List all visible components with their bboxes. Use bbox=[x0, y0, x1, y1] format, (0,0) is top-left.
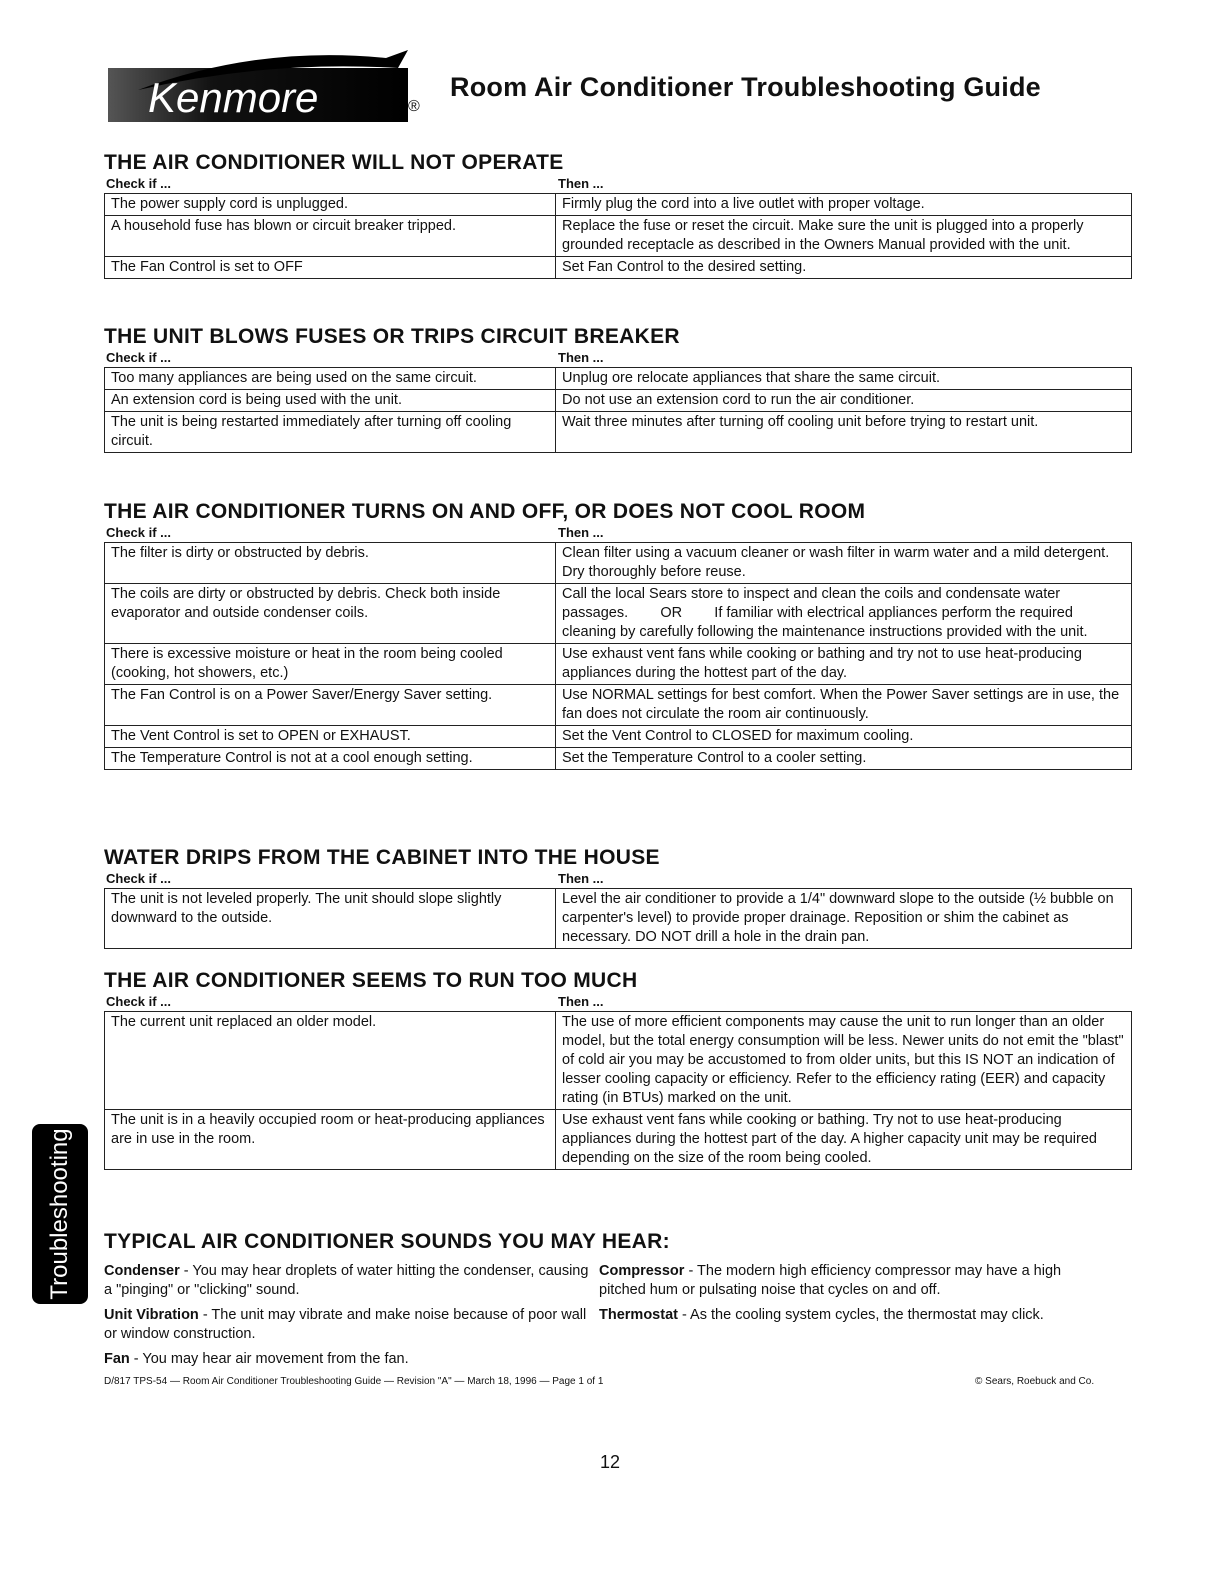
sound-term: Fan bbox=[104, 1351, 130, 1367]
section-title: THE UNIT BLOWS FUSES OR TRIPS CIRCUIT BREAKER bbox=[104, 325, 680, 348]
then-header: Then ... bbox=[558, 525, 604, 540]
sound-term: Thermostat bbox=[599, 1307, 678, 1323]
then-header: Then ... bbox=[558, 350, 604, 365]
table-row bbox=[105, 726, 1132, 748]
check-header: Check if ... bbox=[106, 176, 172, 191]
check-cell: The Temperature Control is not at a cool enough setting. bbox=[105, 748, 556, 770]
section-title: THE AIR CONDITIONER WILL NOT OPERATE bbox=[104, 151, 564, 174]
sound-term: Unit Vibration bbox=[104, 1307, 199, 1323]
table-row bbox=[105, 889, 1132, 949]
check-cell: An extension cord is being used with the unit. bbox=[105, 390, 556, 412]
sound-item bbox=[104, 1262, 599, 1300]
section-title: THE AIR CONDITIONER TURNS ON AND OFF, OR DOES NOT COOL ROOM bbox=[104, 500, 866, 523]
table-row bbox=[105, 644, 1132, 685]
then-cell: Wait three minutes after turning off cooling unit before trying to restart unit. bbox=[556, 412, 1132, 453]
footer-copyright: © Sears, Roebuck and Co. bbox=[975, 1376, 1095, 1387]
sound-desc: - As the cooling system cycles, the thermostat may click. bbox=[677, 1307, 1044, 1323]
troubleshooting-table bbox=[104, 193, 1132, 279]
section-will-not-operate bbox=[104, 150, 1134, 279]
check-cell: The unit is being restarted immediately after turning off cooling circuit. bbox=[105, 412, 556, 453]
troubleshooting-table bbox=[104, 542, 1132, 770]
section-title: THE AIR CONDITIONER SEEMS TO RUN TOO MUCH bbox=[104, 969, 638, 992]
check-header: Check if ... bbox=[106, 994, 172, 1009]
check-cell: The power supply cord is unplugged. bbox=[105, 194, 556, 216]
sounds-left-column bbox=[104, 1262, 599, 1375]
sound-desc: - The unit may vibrate and make noise because of poor wall or window construction. bbox=[104, 1307, 587, 1342]
sound-item bbox=[599, 1262, 1094, 1300]
sound-desc: - You may hear droplets of water hitting the condenser, causing a "pinging" or "clicking" sound. bbox=[104, 1263, 589, 1298]
check-cell: Too many appliances are being used on the same circuit. bbox=[105, 368, 556, 390]
sound-term: Condenser bbox=[104, 1263, 180, 1279]
check-cell: The unit is in a heavily occupied room or heat-producing appliances are in use in the room. bbox=[105, 1110, 556, 1170]
check-header: Check if ... bbox=[106, 350, 172, 365]
then-cell: Level the air conditioner to provide a 1/4" downward slope to the outside (½ bubble on carpenter's level) to provide proper drainage. Reposition or shim the cabinet as necessary. DO NOT drill a hole in the drain pan. bbox=[556, 889, 1132, 949]
sound-term: Compressor bbox=[599, 1263, 685, 1279]
table-row bbox=[105, 1012, 1132, 1110]
typical-sounds-section bbox=[104, 1230, 1134, 1375]
section-runs-too-much bbox=[104, 968, 1134, 1170]
check-header: Check if ... bbox=[106, 525, 172, 540]
then-cell: Set the Vent Control to CLOSED for maximum cooling. bbox=[556, 726, 1132, 748]
sound-item bbox=[599, 1306, 1094, 1325]
side-tab-label: Troubleshooting bbox=[46, 1128, 73, 1300]
sound-desc: - The modern high efficiency compressor may have a high pitched hum or pulsating noise that cycles on and off. bbox=[599, 1263, 1062, 1298]
troubleshooting-table bbox=[104, 888, 1132, 949]
sounds-right-column bbox=[599, 1262, 1094, 1375]
table-row bbox=[105, 390, 1132, 412]
section-water-drips bbox=[104, 845, 1134, 949]
check-cell: There is excessive moisture or heat in the room being cooled (cooking, hot showers, etc.) bbox=[105, 644, 556, 685]
section-turns-on-and-off bbox=[104, 499, 1134, 770]
table-row bbox=[105, 368, 1132, 390]
troubleshooting-side-tab bbox=[32, 1124, 88, 1304]
table-row bbox=[105, 1110, 1132, 1170]
registered-mark: ® bbox=[408, 98, 420, 115]
then-cell: Set Fan Control to the desired setting. bbox=[556, 257, 1132, 279]
table-row bbox=[105, 584, 1132, 644]
check-cell: The Fan Control is set to OFF bbox=[105, 257, 556, 279]
table-row bbox=[105, 685, 1132, 726]
sound-item bbox=[104, 1350, 599, 1369]
check-header: Check if ... bbox=[106, 871, 172, 886]
then-cell: Firmly plug the cord into a live outlet with proper voltage. bbox=[556, 194, 1132, 216]
check-cell: The current unit replaced an older model. bbox=[105, 1012, 556, 1110]
section-title: WATER DRIPS FROM THE CABINET INTO THE HOUSE bbox=[104, 846, 660, 869]
sounds-title: TYPICAL AIR CONDITIONER SOUNDS YOU MAY HEAR: bbox=[104, 1230, 670, 1253]
then-header: Then ... bbox=[558, 176, 604, 191]
then-cell: Clean filter using a vacuum cleaner or wash filter in warm water and a mild detergent. Dry thoroughly before reuse. bbox=[556, 543, 1132, 584]
check-cell: A household fuse has blown or circuit breaker tripped. bbox=[105, 216, 556, 257]
brand-text: Kenmore bbox=[148, 74, 319, 121]
kenmore-logo bbox=[108, 50, 426, 122]
table-row bbox=[105, 257, 1132, 279]
check-cell: The Fan Control is on a Power Saver/Energy Saver setting. bbox=[105, 685, 556, 726]
page-number: 12 bbox=[600, 1452, 621, 1472]
check-cell: The filter is dirty or obstructed by debris. bbox=[105, 543, 556, 584]
then-cell: Set the Temperature Control to a cooler setting. bbox=[556, 748, 1132, 770]
document-title: Room Air Conditioner Troubleshooting Guide bbox=[450, 72, 1041, 102]
check-cell: The coils are dirty or obstructed by debris. Check both inside evaporator and outside condenser coils. bbox=[105, 584, 556, 644]
table-row bbox=[105, 194, 1132, 216]
then-cell: Use exhaust vent fans while cooking or bathing and try not to use heat-producing appliances during the hottest part of the day. bbox=[556, 644, 1132, 685]
sound-desc: - You may hear air movement from the fan. bbox=[129, 1351, 409, 1367]
then-cell: Unplug ore relocate appliances that share the same circuit. bbox=[556, 368, 1132, 390]
then-header: Then ... bbox=[558, 994, 604, 1009]
section-blows-fuses bbox=[104, 324, 1134, 453]
then-header: Then ... bbox=[558, 871, 604, 886]
troubleshooting-table bbox=[104, 367, 1132, 453]
troubleshooting-table bbox=[104, 1011, 1132, 1170]
then-cell: Replace the fuse or reset the circuit. Make sure the unit is plugged into a properly grounded receptacle as described in the Owners Manual provided with the unit. bbox=[556, 216, 1132, 257]
then-cell: Call the local Sears store to inspect and clean the coils and condensate water passages. OR If familiar with electrical appliances perform the required cleaning by carefully following the maintenance instructions provided with the unit. bbox=[556, 584, 1132, 644]
then-cell: Use exhaust vent fans while cooking or bathing. Try not to use heat-producing appliances during the hottest part of the day. A higher capacity unit may be required depending on the size of the room being cooled. bbox=[556, 1110, 1132, 1170]
check-cell: The Vent Control is set to OPEN or EXHAUST. bbox=[105, 726, 556, 748]
then-cell: Use NORMAL settings for best comfort. When the Power Saver settings are in use, the fan does not circulate the room air continuously. bbox=[556, 685, 1132, 726]
table-row bbox=[105, 543, 1132, 584]
then-cell: Do not use an extension cord to run the air conditioner. bbox=[556, 390, 1132, 412]
sound-item bbox=[104, 1306, 599, 1344]
table-row bbox=[105, 216, 1132, 257]
then-cell: The use of more efficient components may cause the unit to run longer than an older model, but the total energy consumption will be less. Newer units do not emit the "blast" of cold air you may be accustomed to from older units, but this IS NOT an indication of lesser cooling capacity or efficiency. Refer to the efficiency rating (EER) and capacity rating (in BTUs) marked on the unit. bbox=[556, 1012, 1132, 1110]
table-row bbox=[105, 412, 1132, 453]
check-cell: The unit is not leveled properly. The unit should slope slightly downward to the outside. bbox=[105, 889, 556, 949]
table-row bbox=[105, 748, 1132, 770]
footer-document-id: D/817 TPS-54 — Room Air Conditioner Troubleshooting Guide — Revision "A" — March 18, 1996 — Page 1 of 1 bbox=[104, 1376, 604, 1387]
